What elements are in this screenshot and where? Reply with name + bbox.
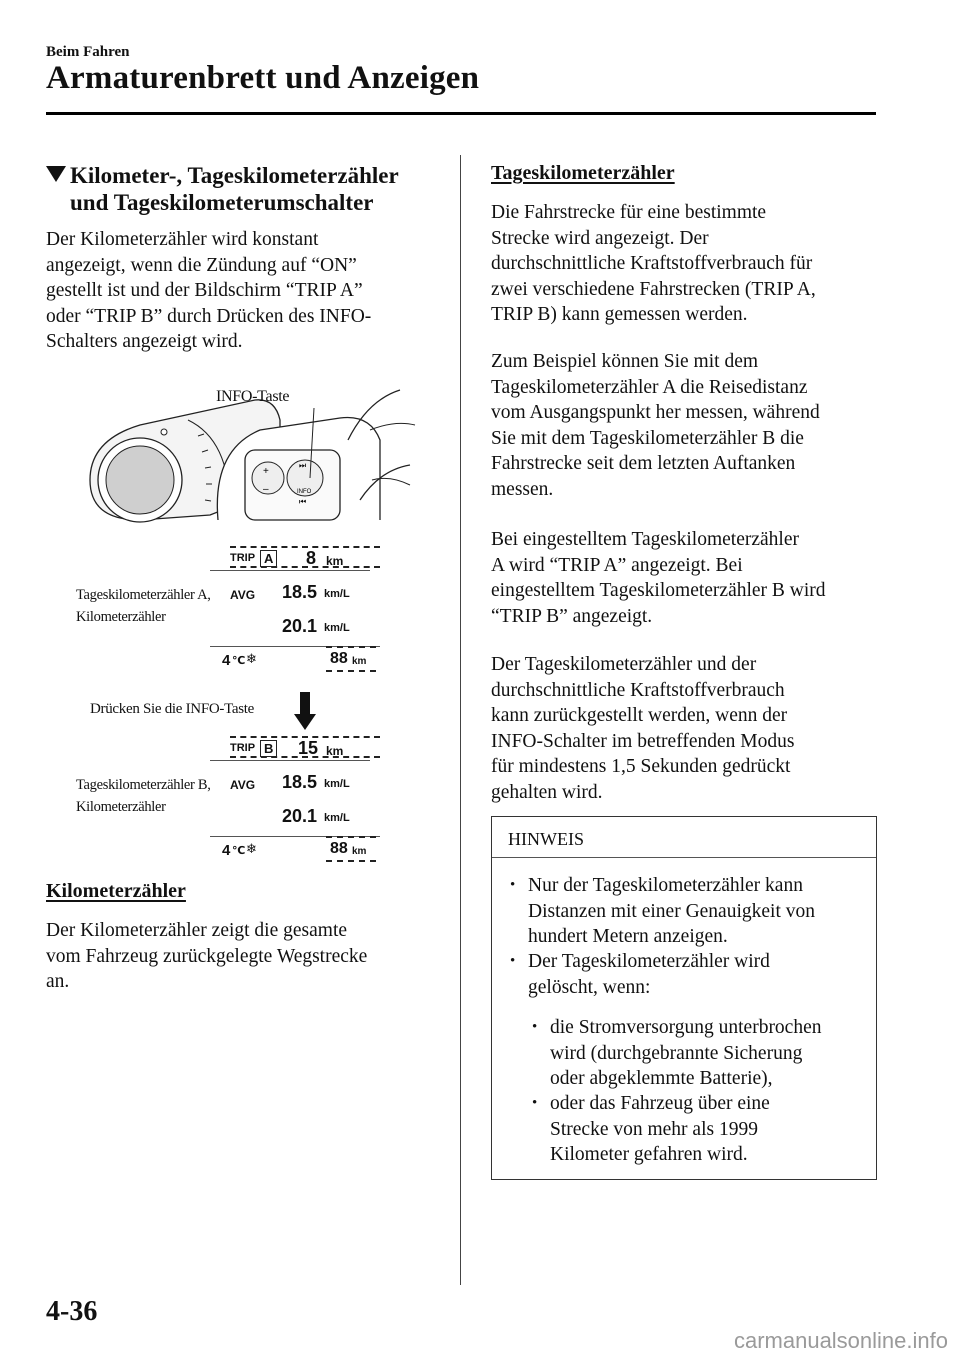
page-number: 4-36 xyxy=(46,1296,98,1327)
info-switch-label: INFO xyxy=(297,489,312,495)
odometer-paragraph: Der Kilometerzähler zeigt die gesamte vom Fahrzeug zurückgelegte Wegstrecke an. xyxy=(46,920,368,992)
press-info-label: Drücken Sie die INFO-Taste xyxy=(90,701,255,717)
note-box xyxy=(491,816,877,1180)
chapter-title: Armaturenbrett und Anzeigen xyxy=(46,60,480,96)
note-sub-bullet-1: • die Stromversorgung unterbrochen wird (durchgebrannte Sicherung oder abgeklemmte Batterie), xyxy=(532,1017,822,1089)
heading-line-1: Kilometer-, Tageskilometerzähler xyxy=(70,163,399,188)
svg-text:⏭: ⏭ xyxy=(299,461,307,470)
display-trip-b: TRIP B 15 km AVG 18.5 km/L 20.1 km/L 4 ℃ ❄ 88 km xyxy=(210,730,450,870)
column-divider xyxy=(460,155,461,1285)
trip-paragraph-1: Die Fahrstrecke für eine bestimmte Strecke wird angezeigt. Der durchschnittliche Kraftstoffverbrauch für zwei verschiedene Fahrstrecken (TRIP A, TRIP B) kann gemessen werden. xyxy=(491,202,816,325)
trip-paragraph-3: Bei eingestelltem Tageskilometerzähler A wird “TRIP A” angezeigt. Bei eingestelltem Tageskilometerzähler B wird “TRIP B” angezeigt. xyxy=(491,529,826,627)
svg-text:+: + xyxy=(263,466,269,477)
display-trip-a: TRIP A 8 km AVG 18.5 km/L 20.1 km/L 4 ℃ ❄ 88 km xyxy=(210,540,450,680)
trip-a-label: Tageskilometerzähler A, Kilometerzähler xyxy=(76,587,211,625)
note-title: HINWEIS xyxy=(508,829,584,849)
trip-heading: Tageskilometerzähler xyxy=(491,162,675,184)
arrow-down-icon xyxy=(294,692,316,732)
heading-line-2: und Tageskilometerumschalter xyxy=(70,190,374,215)
snowflake-icon: ❄ xyxy=(246,841,257,856)
section-heading xyxy=(46,162,446,216)
trip-paragraph-2: Zum Beispiel können Sie mit dem Tageskilometerzähler A die Reisedistanz vom Ausgangspunkt her messen, während Sie mit dem Tageskilometerzähler B die Fahrstrecke seit dem letzten Auftanken messen. xyxy=(491,351,820,500)
header-rule xyxy=(46,112,876,115)
svg-text:–: – xyxy=(263,484,269,495)
watermark: carmanualsonline.info xyxy=(733,1328,948,1353)
note-bullet-2: • Der Tageskilometerzähler wird gelöscht, wenn: xyxy=(510,951,770,998)
trip-paragraph-4: Der Tageskilometerzähler und der durchschnittliche Kraftstoffverbrauch kann zurückgestellt werden, wenn der INFO-Schalter im betreffenden Modus für mindestens 1,5 Sekunden gedrückt gehalten wird. xyxy=(491,654,795,803)
section-label: Beim Fahren xyxy=(46,44,130,60)
figure xyxy=(60,380,460,870)
info-button-label: INFO-Taste xyxy=(216,388,290,405)
intro-paragraph: Der Kilometerzähler wird konstant angezeigt, wenn die Zündung auf “ON” gestellt ist und der Bildschirm “TRIP A” oder “TRIP B” durch Drücken des INFO- Schalters angezeigt wird. xyxy=(46,229,372,352)
snowflake-icon: ❄ xyxy=(246,651,257,666)
note-separator xyxy=(492,857,876,858)
trip-b-label: Tageskilometerzähler B, Kilometerzähler xyxy=(76,777,211,815)
triangle-marker-icon xyxy=(46,166,66,182)
svg-text:⏮: ⏮ xyxy=(299,497,307,506)
odometer-heading: Kilometerzähler xyxy=(46,880,186,902)
note-bullet-1: • Nur der Tageskilometerzähler kann Distanzen mit einer Genauigkeit von hundert Metern anzeigen. xyxy=(510,875,815,947)
note-sub-bullet-2: • oder das Fahrzeug über eine Strecke von mehr als 1999 Kilometer gefahren wird. xyxy=(532,1093,770,1165)
